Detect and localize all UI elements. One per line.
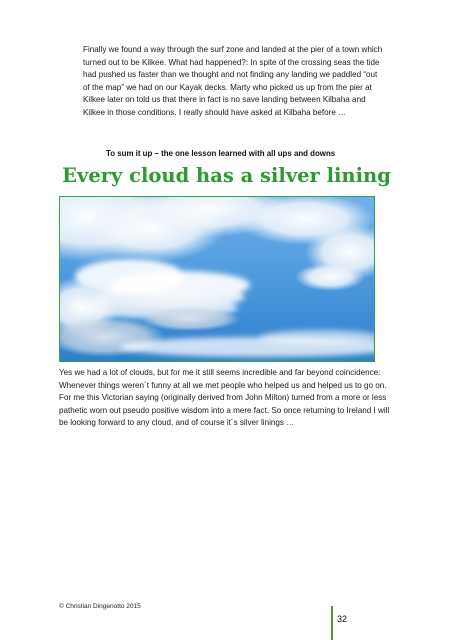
body-paragraph-conclusion: Yes we had a lot of clouds, but for me it still seems incredible and far beyond coincidence: Whenever things weren´t funny at all we met people who helped us and helped us to go on. For me this Victorian saying (originally derived from John Milton) turned from a more or less pathetic worn out pseudo positive wisdom into a mere fact. So once returning to Ireland I will be looking forward to any cloud, and of course it´s silver linings …	[59, 368, 390, 428]
page-number-rule	[331, 606, 333, 640]
headline: Every cloud has a silver lining	[62, 164, 391, 187]
page-number: 32	[337, 614, 348, 624]
copyright-footer: © Christian Dingenotto 2015	[59, 603, 141, 610]
body-paragraph-kilkee: Finally we found a way through the surf zone and landed at the pier of a town which turned out to be Kilkee. What had happened?: In spite of the crossing seas the tide had pushed us faster than we thought and not finding any landing we paddled “out of the map” we had on our Kayak decks. Marty who picked us up from the pier at Kilkee later on told us that there in fact is no save landing between Kilbaha and Kilkee in those conditions. I really should have asked at Kilbaha before …	[83, 45, 383, 117]
cloud-photo-image	[60, 197, 374, 361]
cloud-photo	[59, 196, 375, 362]
summary-line: To sum it up – the one lesson learned with all ups and downs	[106, 149, 336, 158]
